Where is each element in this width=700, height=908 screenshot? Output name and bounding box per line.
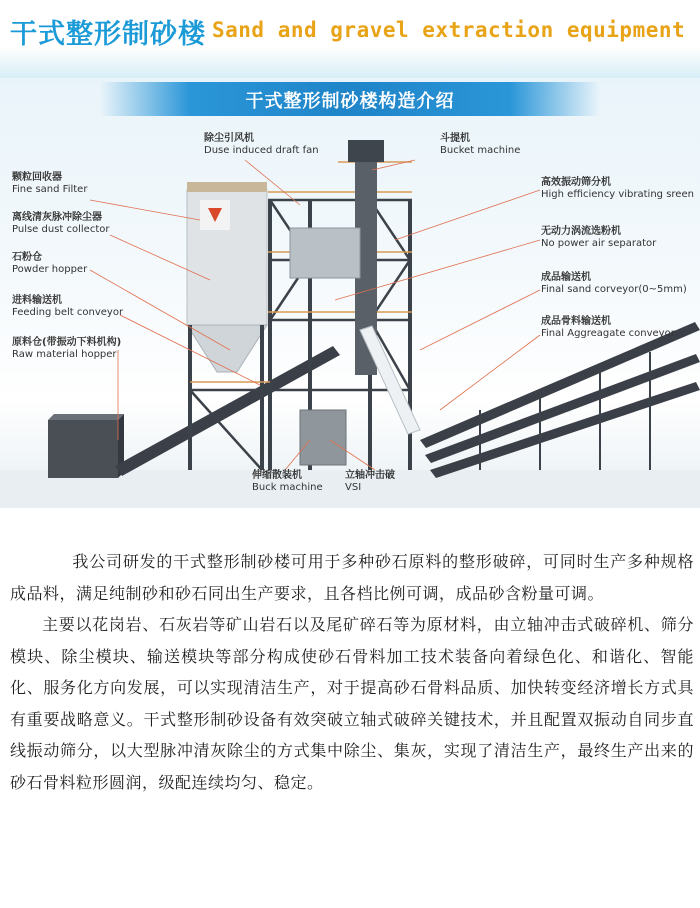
aggregate-conveyor-1 bbox=[425, 354, 700, 463]
label-cn: 斗提机 bbox=[440, 133, 470, 144]
page-title-cn: 干式整形制砂楼 bbox=[10, 19, 206, 50]
label-final-sand-conveyor bbox=[541, 272, 687, 296]
label-cn: 立轴冲击破 bbox=[345, 470, 395, 481]
label-pulse-dust-collector bbox=[12, 212, 109, 236]
label-cn: 伸缩散装机 bbox=[252, 470, 302, 481]
label-draft-fan bbox=[204, 133, 319, 157]
section-title: 干式整形制砂楼构造介绍 bbox=[245, 91, 455, 112]
label-raw-material-hopper bbox=[12, 337, 121, 361]
aggregate-conveyor-2 bbox=[430, 382, 700, 478]
label-cn: 成品输送机 bbox=[541, 272, 591, 283]
label-fine-sand-filter bbox=[12, 172, 87, 196]
label-en: High efficiency vibrating sreen bbox=[541, 189, 694, 200]
label-vibrating-screen bbox=[541, 177, 694, 201]
section-banner bbox=[100, 82, 600, 116]
description-text bbox=[10, 546, 694, 798]
label-en: Raw material hopper bbox=[12, 349, 117, 360]
label-en: VSI bbox=[345, 482, 362, 493]
label-air-separator bbox=[541, 226, 656, 250]
paragraph-details: 主要以花岗岩、石灰岩等矿山岩石以及尾矿碎石等为原材料，由立轴冲击式破碎机、筛分模块、除尘模块、输送模块等部分构成使砂石骨料加工技术装备向着绿色化、和谐化、智能化、服务化方向发展，可以实现清洁生产，对于提高砂石骨料品质、加快转变经济增长方式具有重要战略意义。干式整形制砂设备有效突破立轴式破碎关键技术，并且配置双振动自同步直线振动筛分，以大型脉冲清灰除尘的方式集中除尘、集灰，实现了清洁生产，最终生产出来的砂石骨料粒形圆润，级配连续均匀、稳定。 bbox=[10, 615, 694, 792]
label-en: Buck machine bbox=[252, 482, 323, 493]
label-en: Fine sand Filter bbox=[12, 184, 88, 195]
label-aggregate-conveyor bbox=[541, 316, 675, 340]
label-cn: 原料仓(带振动下料机构) bbox=[12, 337, 122, 348]
label-cn: 高效振动筛分机 bbox=[541, 177, 611, 188]
label-buck-machine bbox=[252, 470, 323, 494]
label-cn: 离线清灰脉冲除尘器 bbox=[12, 212, 102, 223]
header bbox=[0, 0, 700, 78]
label-en: Bucket machine bbox=[440, 145, 521, 156]
label-en: Final sand corveyor(0~5mm) bbox=[541, 284, 687, 295]
label-powder-hopper bbox=[12, 252, 87, 276]
label-feeding-conveyor bbox=[12, 295, 123, 319]
paragraph-intro: 我公司研发的干式整形制砂楼可用于多种砂石原料的整形破碎，可同时生产多种规格成品料，满足纯制砂和砂石同出生产要求，且各档比例可调，成品砂含粉量可调。 bbox=[10, 552, 694, 603]
label-en: Duse induced draft fan bbox=[204, 145, 319, 156]
label-cn: 颗粒回收器 bbox=[12, 172, 62, 183]
label-cn: 除尘引风机 bbox=[204, 133, 254, 144]
label-cn: 进料输送机 bbox=[12, 295, 62, 306]
label-en: Pulse dust collector bbox=[12, 224, 110, 235]
label-cn: 成品骨料输送机 bbox=[541, 316, 611, 327]
label-en: No power air separator bbox=[541, 238, 657, 249]
label-cn: 石粉仓 bbox=[12, 252, 42, 263]
label-cn: 无动力涡流选粉机 bbox=[541, 226, 621, 237]
label-en: Final Aggreagate conveyor bbox=[541, 328, 675, 339]
label-en: Feeding belt conveyor bbox=[12, 307, 124, 318]
page-title-en: Sand and gravel extraction equipment bbox=[212, 18, 686, 42]
label-en: Powder hopper bbox=[12, 264, 88, 275]
raw-hopper-block bbox=[48, 420, 118, 478]
label-vsi bbox=[345, 470, 395, 494]
label-bucket-machine bbox=[440, 133, 520, 157]
